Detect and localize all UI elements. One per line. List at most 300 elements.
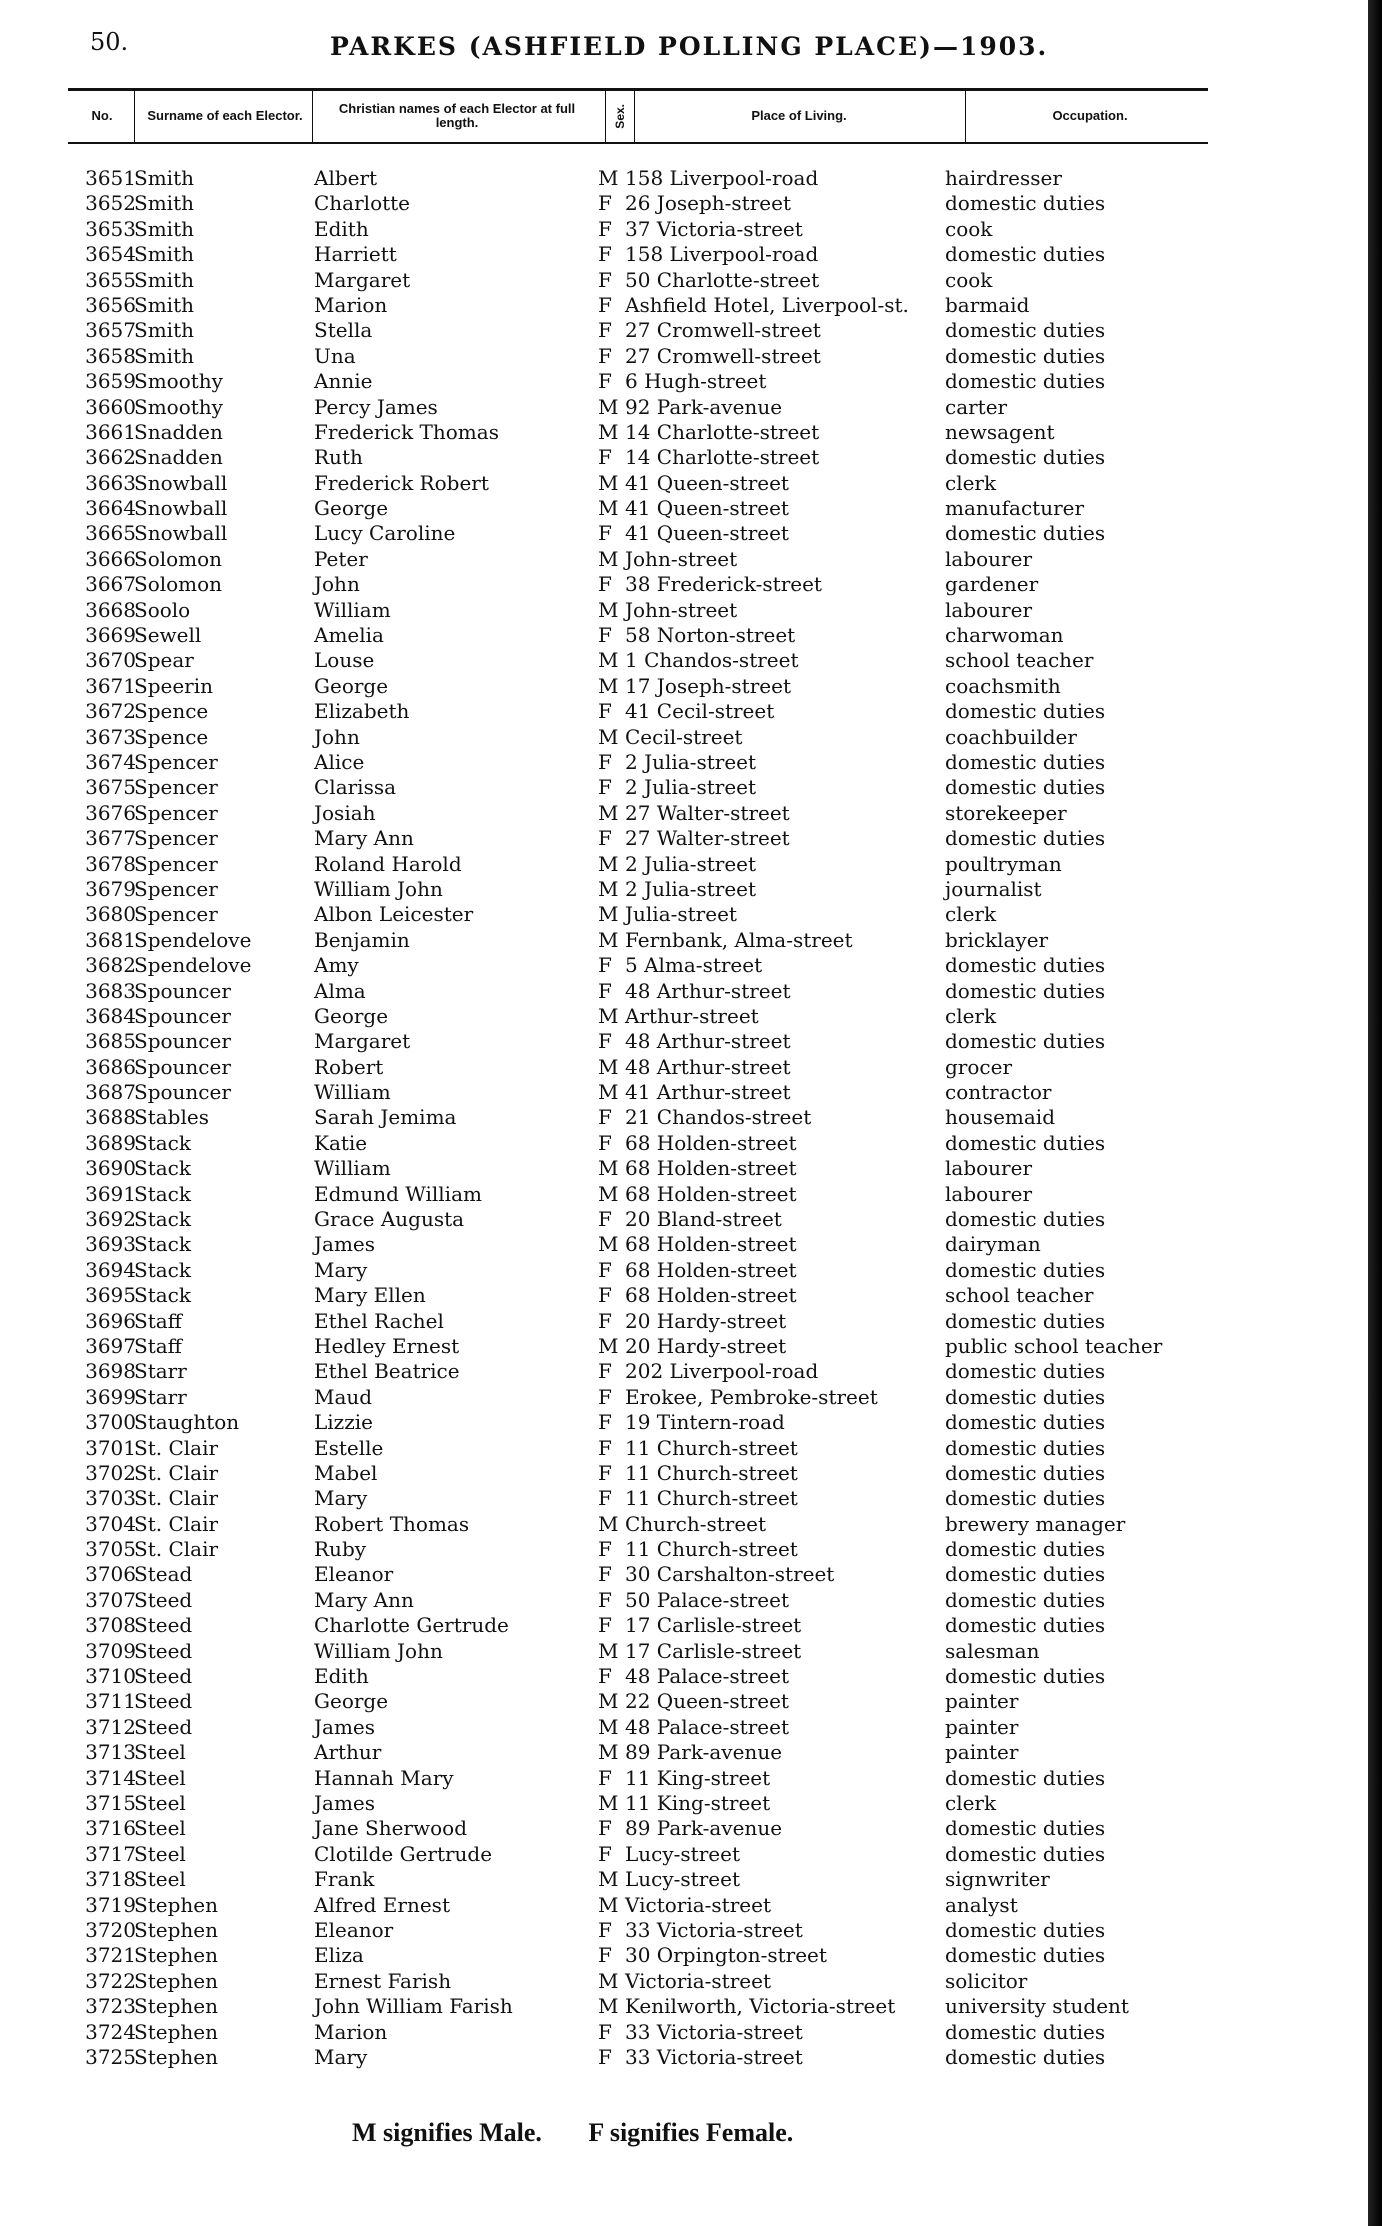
table-row <box>0 1156 1382 1181</box>
elector-christian-names: George <box>314 673 389 698</box>
table-row <box>0 1461 1382 1486</box>
elector-christian-names: William John <box>314 876 443 901</box>
elector-sex: F <box>598 699 612 724</box>
elector-number: 3661 <box>85 419 136 444</box>
elector-surname: Stack <box>134 1232 191 1257</box>
elector-surname: Stephen <box>134 1943 218 1968</box>
elector-sex: F <box>598 1562 612 1587</box>
elector-number: 3659 <box>85 369 136 394</box>
table-row <box>0 1994 1382 2019</box>
elector-christian-names: Frank <box>314 1867 375 1892</box>
elector-christian-names: Sarah Jemima <box>314 1105 457 1130</box>
elector-sex: F <box>598 1283 612 1308</box>
table-row <box>0 1436 1382 1461</box>
elector-place-of-living: 202 Liverpool-road <box>625 1359 819 1384</box>
elector-occupation: clerk <box>945 902 997 927</box>
elector-sex: F <box>598 1486 612 1511</box>
elector-occupation: domestic duties <box>945 1486 1106 1511</box>
elector-sex: F <box>598 445 612 470</box>
elector-number: 3662 <box>85 445 136 470</box>
elector-number: 3652 <box>85 191 136 216</box>
table-row <box>0 2020 1382 2045</box>
elector-surname: Steed <box>134 1714 193 1739</box>
table-row <box>0 1893 1382 1918</box>
elector-place-of-living: 68 Holden-street <box>625 1156 797 1181</box>
elector-number: 3675 <box>85 775 136 800</box>
elector-number: 3692 <box>85 1207 136 1232</box>
elector-sex: F <box>598 1410 612 1435</box>
elector-surname: St. Clair <box>134 1460 219 1485</box>
elector-occupation: university student <box>945 1994 1129 2019</box>
elector-surname: Steed <box>134 1613 193 1638</box>
elector-sex: F <box>598 1257 612 1282</box>
elector-christian-names: John William Farish <box>314 1994 513 2019</box>
elector-christian-names: Josiah <box>314 800 376 825</box>
elector-number: 3705 <box>85 1537 136 1562</box>
column-header-place: Place of Living. <box>751 108 847 123</box>
elector-surname: Snadden <box>134 419 223 444</box>
elector-place-of-living: 48 Arthur-street <box>625 978 791 1003</box>
elector-number: 3723 <box>85 1994 136 2019</box>
elector-surname: Solomon <box>134 572 223 597</box>
elector-sex: F <box>598 1613 612 1638</box>
elector-sex: M <box>598 419 619 444</box>
elector-place-of-living: 30 Carshalton-street <box>625 1562 835 1587</box>
table-row <box>0 547 1382 572</box>
table-row <box>0 471 1382 496</box>
table-row <box>0 1182 1382 1207</box>
elector-christian-names: John <box>314 724 360 749</box>
elector-occupation: domestic duties <box>945 1765 1106 1790</box>
table-row <box>0 268 1382 293</box>
elector-place-of-living: Kenilworth, Victoria-street <box>625 1994 896 2019</box>
elector-place-of-living: 48 Palace-street <box>625 1714 789 1739</box>
elector-surname: Spouncer <box>134 1054 231 1079</box>
elector-place-of-living: 5 Alma-street <box>625 953 763 978</box>
elector-occupation: domestic duties <box>945 1613 1106 1638</box>
table-row <box>0 395 1382 420</box>
elector-surname: Stack <box>134 1181 191 1206</box>
elector-christian-names: Harriett <box>314 242 397 267</box>
elector-surname: Stack <box>134 1257 191 1282</box>
elector-christian-names: Hannah Mary <box>314 1765 454 1790</box>
elector-christian-names: John <box>314 572 360 597</box>
elector-place-of-living: Lucy-street <box>625 1867 740 1892</box>
elector-sex: F <box>598 1460 612 1485</box>
elector-christian-names: Mabel <box>314 1460 378 1485</box>
elector-occupation: charwoman <box>945 623 1064 648</box>
elector-place-of-living: 11 Church-street <box>625 1537 798 1562</box>
elector-occupation: domestic duties <box>945 1029 1106 1054</box>
elector-christian-names: Mary <box>314 1257 368 1282</box>
elector-number: 3710 <box>85 1664 136 1689</box>
elector-place-of-living: 41 Arthur-street <box>625 1080 791 1105</box>
elector-number: 3724 <box>85 2019 136 2044</box>
elector-place-of-living: John-street <box>625 597 738 622</box>
elector-sex: F <box>598 1308 612 1333</box>
elector-christian-names: William <box>314 597 391 622</box>
page-binding-edge <box>1368 0 1382 2226</box>
table-row <box>0 217 1382 242</box>
elector-number: 3693 <box>85 1232 136 1257</box>
table-row <box>0 1969 1382 1994</box>
elector-christian-names: Ethel Beatrice <box>314 1359 460 1384</box>
elector-number: 3658 <box>85 343 136 368</box>
table-row <box>0 623 1382 648</box>
elector-place-of-living: 33 Victoria-street <box>625 2044 803 2069</box>
elector-occupation: domestic duties <box>945 1130 1106 1155</box>
elector-surname: St. Clair <box>134 1435 219 1460</box>
table-row <box>0 750 1382 775</box>
elector-occupation: domestic duties <box>945 1207 1106 1232</box>
elector-occupation: signwriter <box>945 1867 1050 1892</box>
elector-sex: M <box>598 1156 619 1181</box>
elector-number: 3683 <box>85 978 136 1003</box>
elector-christian-names: Mary Ann <box>314 1587 414 1612</box>
elector-christian-names: Alice <box>314 749 365 774</box>
table-row <box>0 1105 1382 1130</box>
elector-number: 3691 <box>85 1181 136 1206</box>
elector-christian-names: Robert Thomas <box>314 1511 470 1536</box>
elector-occupation: school teacher <box>945 648 1094 673</box>
elector-sex: F <box>598 1130 612 1155</box>
table-row <box>0 1664 1382 1689</box>
elector-sex: M <box>598 1054 619 1079</box>
elector-christian-names: Charlotte Gertrude <box>314 1613 509 1638</box>
elector-place-of-living: 41 Queen-street <box>625 496 789 521</box>
elector-surname: Smith <box>134 318 194 343</box>
table-row <box>0 801 1382 826</box>
elector-surname: Starr <box>134 1359 187 1384</box>
elector-christian-names: Marion <box>314 2019 388 2044</box>
elector-surname: Spence <box>134 699 209 724</box>
table-row <box>0 191 1382 216</box>
elector-occupation: poultryman <box>945 851 1062 876</box>
page-number: 50. <box>90 28 129 56</box>
elector-christian-names: Amelia <box>314 623 384 648</box>
elector-number: 3656 <box>85 292 136 317</box>
elector-number: 3677 <box>85 826 136 851</box>
elector-surname: Sewell <box>134 623 202 648</box>
elector-occupation: domestic duties <box>945 1917 1106 1942</box>
column-header-no: No. <box>91 108 113 123</box>
elector-number: 3699 <box>85 1384 136 1409</box>
elector-occupation: domestic duties <box>945 445 1106 470</box>
elector-number: 3717 <box>85 1841 136 1866</box>
elector-surname: Stephen <box>134 1994 218 2019</box>
table-row <box>0 572 1382 597</box>
elector-occupation: domestic duties <box>945 191 1106 216</box>
elector-occupation: painter <box>945 1714 1019 1739</box>
elector-place-of-living: 37 Victoria-street <box>625 216 803 241</box>
elector-sex: F <box>598 1841 612 1866</box>
elector-sex: F <box>598 1816 612 1841</box>
elector-place-of-living: 41 Queen-street <box>625 521 789 546</box>
elector-christian-names: James <box>314 1791 376 1815</box>
elector-sex: M <box>598 1892 619 1917</box>
elector-surname: Spencer <box>134 851 218 876</box>
elector-sex: M <box>598 394 619 419</box>
elector-number: 3706 <box>85 1562 136 1587</box>
elector-place-of-living: John-street <box>625 546 738 571</box>
elector-occupation: domestic duties <box>945 1460 1106 1485</box>
elector-place-of-living: 27 Walter-street <box>625 826 790 851</box>
elector-sex: F <box>598 267 612 292</box>
elector-number: 3678 <box>85 851 136 876</box>
column-header-surname: Surname of each Elector. <box>147 108 303 123</box>
elector-surname: Steel <box>134 1740 186 1765</box>
table-row <box>0 369 1382 394</box>
elector-number: 3655 <box>85 267 136 292</box>
elector-christian-names: Albert <box>314 166 378 190</box>
elector-sex: M <box>598 648 619 673</box>
elector-number: 3673 <box>85 724 136 749</box>
elector-surname: Steel <box>134 1791 186 1815</box>
elector-surname: Stack <box>134 1207 191 1232</box>
elector-surname: Staff <box>134 1333 182 1358</box>
elector-place-of-living: 27 Walter-street <box>625 800 790 825</box>
table-row <box>0 1055 1382 1080</box>
table-row <box>0 1867 1382 1892</box>
elector-sex: F <box>598 2019 612 2044</box>
elector-number: 3716 <box>85 1816 136 1841</box>
elector-place-of-living: Victoria-street <box>625 1892 771 1917</box>
elector-surname: Starr <box>134 1384 187 1409</box>
elector-occupation: newsagent <box>945 419 1055 444</box>
elector-occupation: painter <box>945 1740 1019 1765</box>
elector-number: 3715 <box>85 1791 136 1815</box>
elector-sex: F <box>598 318 612 343</box>
elector-surname: Smith <box>134 267 194 292</box>
elector-surname: Smith <box>134 216 194 241</box>
elector-surname: Spencer <box>134 902 218 927</box>
elector-number: 3665 <box>85 521 136 546</box>
elector-place-of-living: 48 Arthur-street <box>625 1029 791 1054</box>
elector-sex: M <box>598 851 619 876</box>
elector-place-of-living: 2 Julia-street <box>625 851 757 876</box>
table-row <box>0 1385 1382 1410</box>
elector-christian-names: Frederick Robert <box>314 470 489 495</box>
elector-sex: F <box>598 826 612 851</box>
table-row <box>0 826 1382 851</box>
elector-place-of-living: 11 Church-street <box>625 1486 798 1511</box>
elector-occupation: domestic duties <box>945 369 1106 394</box>
elector-surname: Staughton <box>134 1410 240 1435</box>
elector-surname: Speerin <box>134 673 214 698</box>
elector-christian-names: Alfred Ernest <box>314 1892 450 1917</box>
elector-surname: St. Clair <box>134 1537 219 1562</box>
table-row <box>0 1359 1382 1384</box>
elector-place-of-living: 21 Chandos-street <box>625 1105 812 1130</box>
elector-place-of-living: Ashfield Hotel, Liverpool-st. <box>625 292 909 317</box>
elector-number: 3668 <box>85 597 136 622</box>
elector-place-of-living: 2 Julia-street <box>625 749 757 774</box>
elector-place-of-living: 41 Cecil-street <box>625 699 775 724</box>
elector-number: 3696 <box>85 1308 136 1333</box>
elector-christian-names: Elizabeth <box>314 699 410 724</box>
table-row <box>0 1080 1382 1105</box>
table-row <box>0 1131 1382 1156</box>
elector-number: 3721 <box>85 1943 136 1968</box>
elector-christian-names: Arthur <box>314 1740 382 1765</box>
elector-number: 3676 <box>85 800 136 825</box>
table-row <box>0 1207 1382 1232</box>
elector-sex: M <box>598 1003 619 1028</box>
elector-surname: St. Clair <box>134 1511 219 1536</box>
elector-christian-names: Marion <box>314 292 388 317</box>
elector-christian-names: Ethel Rachel <box>314 1308 444 1333</box>
elector-occupation: contractor <box>945 1080 1052 1105</box>
elector-place-of-living: Cecil-street <box>625 724 743 749</box>
elector-surname: Spencer <box>134 749 218 774</box>
elector-number: 3664 <box>85 496 136 521</box>
elector-surname: Stephen <box>134 2019 218 2044</box>
elector-sex: M <box>598 902 619 927</box>
table-row <box>0 1537 1382 1562</box>
elector-christian-names: William John <box>314 1638 443 1663</box>
table-row <box>0 852 1382 877</box>
elector-occupation: manufacturer <box>945 496 1085 521</box>
elector-number: 3725 <box>85 2044 136 2069</box>
elector-surname: Spouncer <box>134 978 231 1003</box>
elector-christian-names: Estelle <box>314 1435 384 1460</box>
elector-surname: Steel <box>134 1841 186 1866</box>
elector-sex: F <box>598 369 612 394</box>
elector-number: 3651 <box>85 166 136 190</box>
elector-occupation: cook <box>945 267 993 292</box>
elector-christian-names: Katie <box>314 1130 368 1155</box>
elector-sex: M <box>598 1740 619 1765</box>
table-row <box>0 1715 1382 1740</box>
elector-number: 3654 <box>85 242 136 267</box>
elector-sex: M <box>598 1511 619 1536</box>
elector-place-of-living: 33 Victoria-street <box>625 1917 803 1942</box>
elector-surname: Spear <box>134 648 194 673</box>
elector-sex: F <box>598 1029 612 1054</box>
table-row <box>0 420 1382 445</box>
elector-occupation: domestic duties <box>945 2019 1106 2044</box>
elector-occupation: bricklayer <box>945 927 1049 952</box>
elector-place-of-living: 2 Julia-street <box>625 876 757 901</box>
table-row <box>0 1588 1382 1613</box>
elector-surname: Spendelove <box>134 953 252 978</box>
elector-occupation: labourer <box>945 1181 1033 1206</box>
elector-sex: F <box>598 572 612 597</box>
sex-header-label: Sex. <box>613 103 627 129</box>
elector-surname: Spence <box>134 724 209 749</box>
elector-occupation: domestic duties <box>945 1562 1106 1587</box>
table-row <box>0 928 1382 953</box>
elector-sex: M <box>598 496 619 521</box>
elector-place-of-living: 20 Hardy-street <box>625 1308 787 1333</box>
elector-occupation: domestic duties <box>945 978 1106 1003</box>
elector-surname: Spencer <box>134 800 218 825</box>
elector-occupation: carter <box>945 394 1008 419</box>
elector-christian-names: Una <box>314 343 356 368</box>
elector-sex: M <box>598 1181 619 1206</box>
table-row <box>0 1029 1382 1054</box>
table-row <box>0 598 1382 623</box>
table-row <box>0 1639 1382 1664</box>
elector-number: 3694 <box>85 1257 136 1282</box>
elector-surname: Spouncer <box>134 1029 231 1054</box>
table-row <box>0 775 1382 800</box>
elector-sex: M <box>598 1232 619 1257</box>
elector-sex: M <box>598 1333 619 1358</box>
elector-place-of-living: 2 Julia-street <box>625 775 757 800</box>
elector-surname: Steel <box>134 1816 186 1841</box>
elector-surname: Steed <box>134 1664 193 1689</box>
elector-surname: Smoothy <box>134 394 223 419</box>
elector-occupation: domestic duties <box>945 1435 1106 1460</box>
elector-christian-names: Clarissa <box>314 775 397 800</box>
elector-surname: Stack <box>134 1283 191 1308</box>
elector-christian-names: Ruth <box>314 445 363 470</box>
elector-christian-names: Eleanor <box>314 1562 394 1587</box>
elector-christian-names: Annie <box>314 369 373 394</box>
elector-christian-names: William <box>314 1080 391 1105</box>
table-row <box>0 496 1382 521</box>
elector-sex: M <box>598 1714 619 1739</box>
elector-number: 3719 <box>85 1892 136 1917</box>
table-row <box>0 2045 1382 2070</box>
elector-surname: Stables <box>134 1105 209 1130</box>
table-row <box>0 1334 1382 1359</box>
table-row <box>0 1562 1382 1587</box>
elector-surname: Steed <box>134 1587 193 1612</box>
elector-christian-names: Edith <box>314 216 369 241</box>
elector-place-of-living: 20 Hardy-street <box>625 1333 787 1358</box>
table-row <box>0 521 1382 546</box>
elector-sex: M <box>598 1968 619 1993</box>
elector-surname: Stead <box>134 1562 193 1587</box>
elector-surname: Smith <box>134 166 194 190</box>
elector-sex: M <box>598 597 619 622</box>
elector-surname: Spouncer <box>134 1003 231 1028</box>
elector-place-of-living: 89 Park-avenue <box>625 1816 783 1841</box>
table-row <box>0 1486 1382 1511</box>
elector-surname: Smith <box>134 292 194 317</box>
elector-place-of-living: 48 Palace-street <box>625 1664 789 1689</box>
elector-occupation: domestic duties <box>945 826 1106 851</box>
elector-number: 3707 <box>85 1587 136 1612</box>
elector-place-of-living: 68 Holden-street <box>625 1232 797 1257</box>
elector-occupation: labourer <box>945 546 1033 571</box>
elector-number: 3657 <box>85 318 136 343</box>
elector-surname: Smith <box>134 242 194 267</box>
elector-occupation: domestic duties <box>945 1359 1106 1384</box>
elector-christian-names: Eleanor <box>314 1917 394 1942</box>
elector-christian-names: Ernest Farish <box>314 1968 452 1993</box>
elector-place-of-living: Erokee, Pembroke-street <box>625 1384 878 1409</box>
table-row <box>0 1918 1382 1943</box>
elector-sex: F <box>598 292 612 317</box>
elector-occupation: coachsmith <box>945 673 1061 698</box>
elector-occupation: domestic duties <box>945 1587 1106 1612</box>
elector-place-of-living: 68 Holden-street <box>625 1181 797 1206</box>
elector-surname: Snadden <box>134 445 223 470</box>
table-row <box>0 344 1382 369</box>
elector-sex: M <box>598 673 619 698</box>
elector-place-of-living: 26 Joseph-street <box>625 191 791 216</box>
elector-christian-names: Robert <box>314 1054 384 1079</box>
elector-sex: F <box>598 1105 612 1130</box>
elector-place-of-living: 30 Orpington-street <box>625 1943 827 1968</box>
elector-christian-names: Albon Leicester <box>314 902 474 927</box>
elector-christian-names: Alma <box>314 978 366 1003</box>
elector-surname: Stephen <box>134 1917 218 1942</box>
footer-legend <box>352 2118 793 2148</box>
